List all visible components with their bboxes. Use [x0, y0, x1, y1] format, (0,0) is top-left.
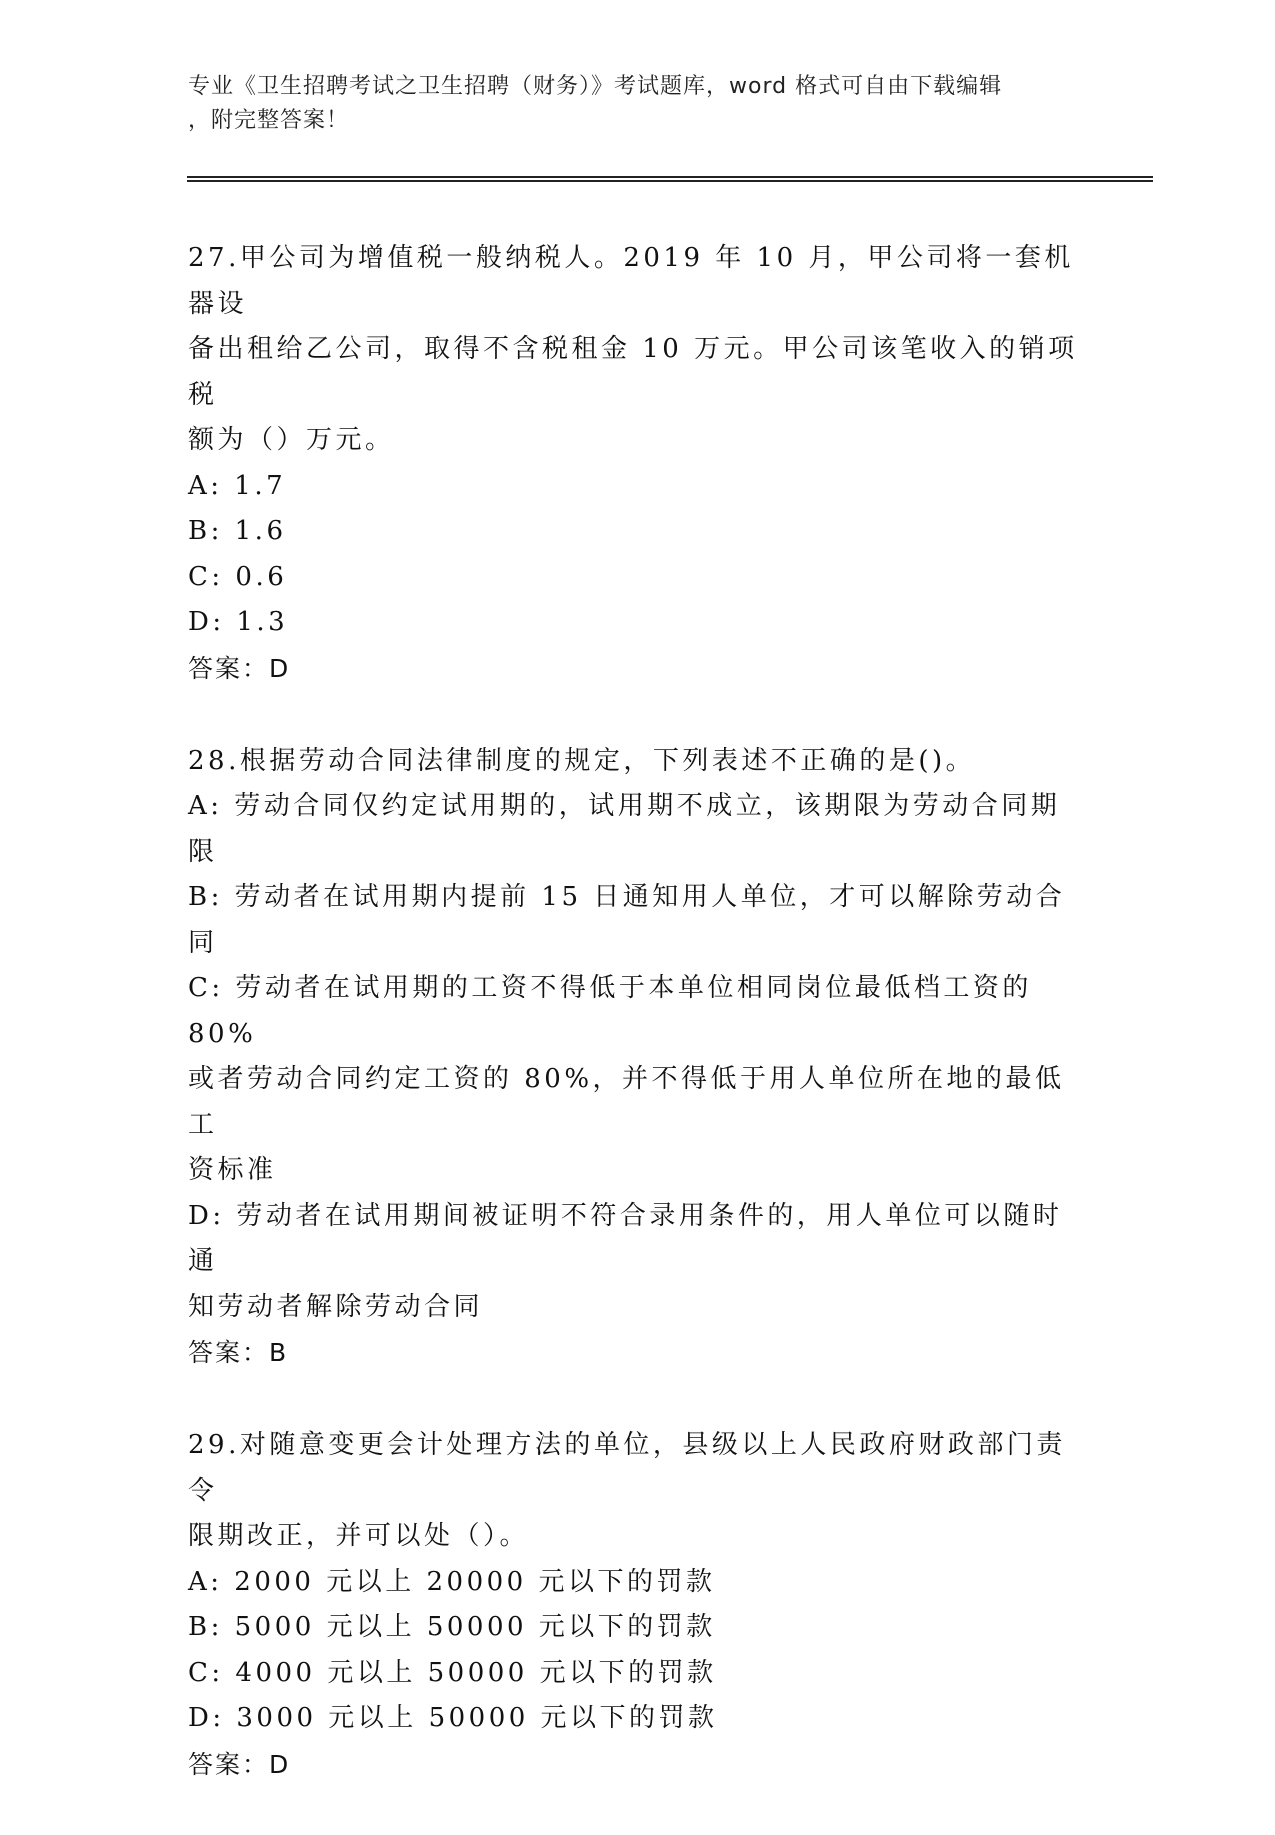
- option-d: D: 1.3: [188, 607, 289, 637]
- header-line-2: ，附完整答案！: [188, 108, 350, 133]
- option-c-continuation: 或者劳动合同约定工资的 80%，并不得低于用人单位所在地的最低工: [188, 1064, 1065, 1140]
- answer-label: 答案：D: [188, 1749, 291, 1779]
- question-list: [188, 236, 1088, 1835]
- answer-label: 答案：B: [188, 1338, 289, 1367]
- option-a: A: 2000 元以上 20000 元以下的罚款: [188, 1566, 716, 1597]
- question-stem-line: 28.根据劳动合同法律制度的规定，下列表述不正确的是()。: [188, 745, 976, 776]
- option-c: C: 0.6: [188, 561, 288, 592]
- option-b: B: 1.6: [188, 516, 287, 546]
- question-28: [188, 739, 1088, 1376]
- question-stem-line: 限期改正，并可以处（）。: [188, 1521, 530, 1551]
- question-27: [188, 236, 1088, 691]
- option-c: C: 4000 元以上 50000 元以下的罚款: [188, 1657, 717, 1688]
- question-stem-line: 额为（）万元。: [188, 425, 395, 455]
- option-b: B: 5000 元以上 50000 元以下的罚款: [188, 1612, 716, 1642]
- question-stem-line: 27.甲公司为增值税一般纳税人。2019 年 10 月，甲公司将一套机器设: [188, 243, 1074, 319]
- option-c: C: 劳动者在试用期的工资不得低于本单位相同岗位最低档工资的 80%: [188, 973, 1044, 1049]
- document-header: [188, 70, 1068, 138]
- option-b: B: 劳动者在试用期内提前 15 日通知用人单位，才可以解除劳动合同: [188, 882, 1066, 958]
- header-divider: [187, 176, 1153, 182]
- question-29: [188, 1423, 1088, 1787]
- option-c-continuation: 资标准: [188, 1155, 277, 1185]
- option-d-continuation: 知劳动者解除劳动合同: [188, 1291, 484, 1322]
- option-d: D: 劳动者在试用期间被证明不符合录用条件的，用人单位可以随时通: [188, 1200, 1063, 1276]
- option-d: D: 3000 元以上 50000 元以下的罚款: [188, 1703, 718, 1733]
- question-stem-line: 备出租给乙公司，取得不含税租金 10 万元。甲公司该笔收入的销项税: [188, 334, 1078, 410]
- option-a: A: 1.7: [188, 470, 287, 501]
- header-line-1: 专业《卫生招聘考试之卫生招聘（财务）》考试题库，word 格式可自由下载编辑: [188, 74, 1003, 99]
- answer-label: 答案：D: [188, 653, 291, 683]
- question-stem-line: 29.对随意变更会计处理方法的单位，县级以上人民政府财政部门责令: [188, 1430, 1066, 1506]
- option-a: A: 劳动合同仅约定试用期的，试用期不成立，该期限为劳动合同期限: [188, 791, 1061, 867]
